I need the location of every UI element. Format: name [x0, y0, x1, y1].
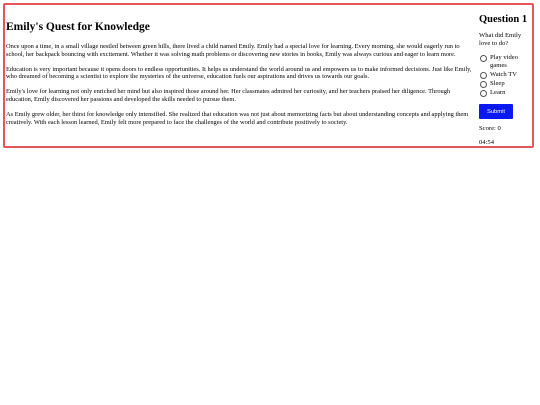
story-paragraph: Once upon a time, in a small village nestled between green hills, there lived a child named Emily. Emily had a special love for learning. Every morning, she would eagerly run to school, her backpack bouncing with excitement. Whether it was solving math problems or discovering new stories in books, Emily was always curious and eager to learn more. [6, 43, 460, 58]
story-paragraph: As Emily grew older, her thirst for knowledge only intensified. She realized that education was not just about memorizing facts but about understanding concepts and applying them creatively. With each lesson learned, Emily felt more prepared to face the challenges of the world and contribute positively to society. [6, 110, 469, 126]
timer-display: 04:54 [479, 139, 495, 146]
radio-button[interactable] [480, 90, 487, 97]
option-play-video-games[interactable] [479, 54, 531, 70]
story-paragraph: Education is very important because it opens doors to endless opportunities. It helps us understand the world around us and empowers us to make informed decisions. Just like Emily, who dreamed of becoming a scientist to explore the mysteries of the universe, education fuels our aspirations and drives us towards our goals. [6, 65, 472, 81]
story-paragraph: Emily's love for learning not only enriched her mind but also inspired those around her. Her classmates admired her curiosity, and her teachers praised her diligence. Through education, Emily discovered her passions and developed the skills needed to pursue them. [6, 88, 451, 103]
option-sleep[interactable] [479, 80, 531, 88]
story-title: Emily's Quest for Knowledge [6, 21, 150, 33]
option-label: Play video games [490, 54, 519, 69]
score-display: Score: 0 [479, 125, 501, 132]
radio-button[interactable] [480, 81, 487, 88]
question-text: What did Emily love to do? [479, 32, 522, 47]
option-learn[interactable] [479, 89, 531, 97]
quiz-panel [479, 12, 531, 147]
question-heading: Question 1 [479, 14, 528, 25]
option-label: Sleep [490, 80, 505, 87]
submit-button[interactable]: Submit [479, 104, 513, 119]
story-panel [6, 12, 478, 133]
radio-button[interactable] [480, 55, 487, 62]
radio-button[interactable] [480, 72, 487, 79]
option-watch-tv[interactable] [479, 71, 531, 79]
option-label: Watch TV [490, 71, 517, 78]
option-label: Learn [490, 89, 506, 96]
